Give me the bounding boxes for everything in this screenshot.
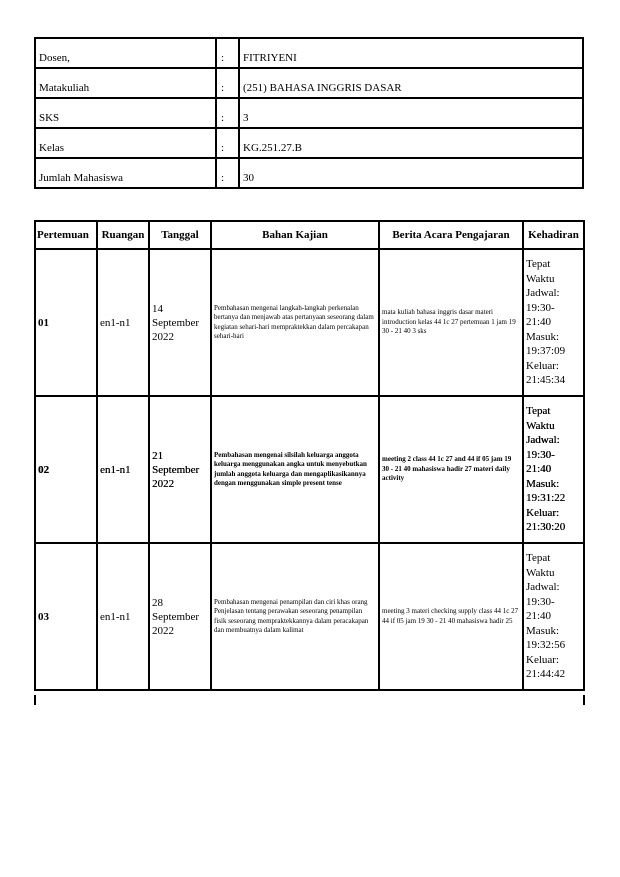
bahan-kajian-cell: Pembahasan mengenai silsilah keluarga anggota keluarga menggunakan angka untuk menyebutkan jumlah anggota keluarga dan mengaplikasikannya dengan menggunakan simple present tense bbox=[211, 396, 379, 543]
kehadiran-line: Masuk: bbox=[526, 330, 559, 343]
kehadiran-line: 19:30- bbox=[526, 301, 555, 314]
info-row bbox=[35, 98, 583, 128]
info-separator: : bbox=[216, 98, 239, 128]
info-label: Jumlah Mahasiswa bbox=[35, 158, 216, 188]
tanggal-line: 14 bbox=[152, 302, 163, 315]
info-value: KG.251.27.B bbox=[239, 128, 583, 158]
kehadiran-line: Tepat bbox=[526, 258, 551, 271]
info-separator: : bbox=[216, 68, 239, 98]
kehadiran-line: Masuk: bbox=[526, 624, 559, 637]
pertemuan-cell: 02 bbox=[35, 396, 97, 543]
info-label: SKS bbox=[35, 98, 216, 128]
kehadiran-line: Keluar: bbox=[526, 653, 559, 666]
table-row bbox=[35, 543, 584, 690]
header-pertemuan: Pertemuan bbox=[35, 221, 97, 249]
kehadiran-line: 19:32:56 bbox=[526, 639, 566, 652]
info-value: FITRIYENI bbox=[239, 38, 583, 68]
schedule-header-row bbox=[35, 221, 584, 249]
info-value: 30 bbox=[239, 158, 583, 188]
info-row bbox=[35, 158, 583, 188]
tanggal-line: 28 bbox=[152, 596, 163, 609]
kehadiran-line: Waktu bbox=[526, 419, 555, 432]
kehadiran-line: Masuk: bbox=[526, 477, 559, 490]
kehadiran-line: 19:31:22 bbox=[526, 492, 566, 505]
tanggal-line: 2022 bbox=[152, 330, 174, 343]
kehadiran-line: 21:44:42 bbox=[526, 668, 566, 681]
info-row bbox=[35, 68, 583, 98]
table-continuation-right bbox=[583, 695, 585, 705]
info-label: Dosen, bbox=[35, 38, 216, 68]
kehadiran-line: Jadwal: bbox=[526, 287, 560, 300]
tanggal-line: 21 bbox=[152, 449, 163, 462]
info-value: 3 bbox=[239, 98, 583, 128]
kehadiran-line: 21:30:20 bbox=[526, 521, 566, 534]
ruangan-cell: en1-n1 bbox=[97, 396, 149, 543]
course-info-table bbox=[34, 37, 584, 189]
berita-acara-cell: meeting 3 materi checking supply class 44 1c 27 44 if 05 jam 19 30 - 21 40 mahasiswa hadir 25 bbox=[379, 543, 523, 690]
info-separator: : bbox=[216, 38, 239, 68]
bahan-kajian-cell: Pembahasan mengenai langkah-langkah perkenalan bertanya dan menjawab atas pertanyaan seseorang dalam kegiatan sehari-hari mempraktekkan dalam percakapan sehari-hari bbox=[211, 249, 379, 396]
kehadiran-line: Waktu bbox=[526, 272, 555, 285]
tanggal-cell bbox=[149, 396, 211, 543]
tanggal-line: September bbox=[152, 316, 200, 329]
header-tanggal: Tanggal bbox=[149, 221, 211, 249]
kehadiran-line: 21:40 bbox=[526, 610, 552, 623]
pertemuan-cell: 03 bbox=[35, 543, 97, 690]
header-kehadiran: Kehadiran bbox=[523, 221, 584, 249]
kehadiran-line: 19:37:09 bbox=[526, 345, 566, 358]
info-label: Kelas bbox=[35, 128, 216, 158]
info-label: Matakuliah bbox=[35, 68, 216, 98]
header-ruangan: Ruangan bbox=[97, 221, 149, 249]
bahan-kajian-cell: Pembahasan mengenai penampilan dan ciri khas orang Penjelasan tentang perawakan seseorang penampilan fisik seseorang mempraktekkannya dalam peracakapan dan membuatnya dalam kalimat bbox=[211, 543, 379, 690]
header-berita-acara: Berita Acara Pengajaran bbox=[379, 221, 523, 249]
tanggal-line: September bbox=[152, 463, 200, 476]
berita-acara-cell: meeting 2 class 44 1c 27 and 44 if 05 jam 19 30 - 21 40 mahasiswa hadir 27 materi daily activity bbox=[379, 396, 523, 543]
table-row bbox=[35, 396, 584, 543]
info-row bbox=[35, 38, 583, 68]
tanggal-line: 2022 bbox=[152, 477, 174, 490]
kehadiran-line: 21:45:34 bbox=[526, 374, 566, 387]
info-value: (251) BAHASA INGGRIS DASAR bbox=[239, 68, 583, 98]
berita-acara-cell: mata kuliah bahasa inggris dasar materi introduction kelas 44 1c 27 pertemuan 1 jam 19 30 - 21 40 3 sks bbox=[379, 249, 523, 396]
kehadiran-line: Jadwal: bbox=[526, 434, 560, 447]
tanggal-cell bbox=[149, 249, 211, 396]
info-separator: : bbox=[216, 128, 239, 158]
tanggal-line: September bbox=[152, 610, 200, 623]
kehadiran-line: 19:30- bbox=[526, 448, 555, 461]
kehadiran-line: 21:40 bbox=[526, 463, 552, 476]
kehadiran-line: Tepat bbox=[526, 552, 551, 565]
header-bahan-kajian: Bahan Kajian bbox=[211, 221, 379, 249]
ruangan-cell: en1-n1 bbox=[97, 543, 149, 690]
info-separator: : bbox=[216, 158, 239, 188]
tanggal-line: 2022 bbox=[152, 624, 174, 637]
schedule-table bbox=[34, 220, 585, 691]
table-row bbox=[35, 249, 584, 396]
kehadiran-cell bbox=[523, 249, 584, 396]
kehadiran-cell bbox=[523, 396, 584, 543]
table-continuation-left bbox=[34, 695, 36, 705]
kehadiran-line: Waktu bbox=[526, 566, 555, 579]
kehadiran-line: Jadwal: bbox=[526, 581, 560, 594]
kehadiran-line: Keluar: bbox=[526, 506, 559, 519]
ruangan-cell: en1-n1 bbox=[97, 249, 149, 396]
pertemuan-cell: 01 bbox=[35, 249, 97, 396]
kehadiran-line: 19:30- bbox=[526, 595, 555, 608]
kehadiran-cell bbox=[523, 543, 584, 690]
tanggal-cell bbox=[149, 543, 211, 690]
kehadiran-line: 21:40 bbox=[526, 316, 552, 329]
kehadiran-line: Tepat bbox=[526, 405, 551, 418]
kehadiran-line: Keluar: bbox=[526, 359, 559, 372]
info-row bbox=[35, 128, 583, 158]
